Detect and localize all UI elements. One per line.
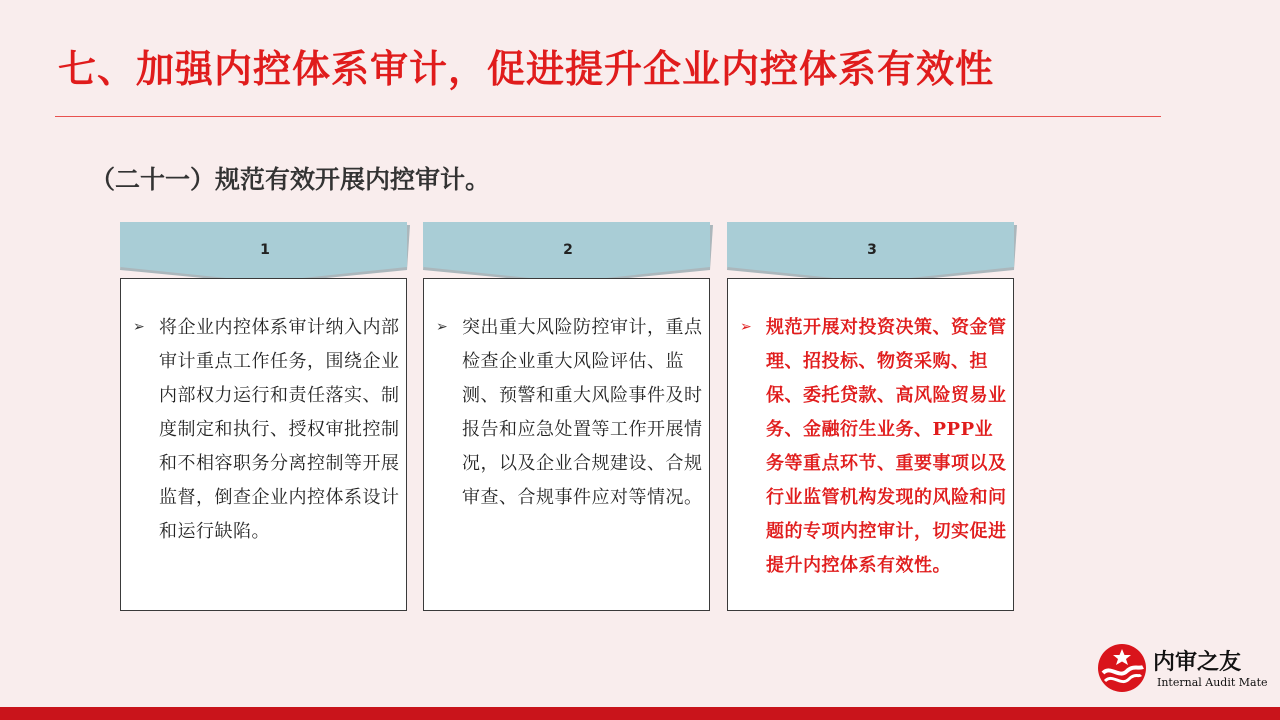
logo-emblem-icon <box>1097 643 1147 693</box>
column-1-content-box <box>120 278 407 611</box>
column-3-text: 规范开展对投资决策、资金管理、招投标、物资采购、担保、委托贷款、高风险贸易业务、金融衍生业务、PPP业务等重点环节、重要事项以及行业监管机构发现的风险和问题的专项内控审计，切实促进提升内控体系有效性。 <box>766 317 1007 576</box>
column-2-text: 突出重大风险防控审计，重点检查企业重大风险评估、监测、预警和重大风险事件及时报告和应急处置等工作开展情况，以及企业合规建设、合规审查、合规事件应对等情况。 <box>462 317 703 508</box>
arrow-bullet-icon: ➢ <box>133 319 145 335</box>
column-2-banner <box>423 222 713 286</box>
bottom-accent-bar <box>0 707 1280 720</box>
column-1-text: 将企业内控体系审计纳入内部审计重点工作任务，围绕企业内部权力运行和责任落实、制度制定和执行、授权审批控制和不相容职务分离控制等开展监督，倒查企业内控体系设计和运行缺陷。 <box>159 317 400 542</box>
logo-english-name: Internal Audit Mate <box>1157 676 1268 689</box>
column-3-number: 3 <box>867 242 877 258</box>
column-1-banner <box>120 222 410 286</box>
section-subtitle: （二十一）规范有效开展内控审计。 <box>90 165 491 194</box>
arrow-bullet-icon: ➢ <box>740 319 752 335</box>
brand-logo <box>1097 643 1267 693</box>
column-2-number: 2 <box>563 242 573 258</box>
title-divider <box>55 116 1161 117</box>
column-2-content-box <box>423 278 710 611</box>
logo-name: 内审之友 <box>1153 650 1242 675</box>
arrow-bullet-icon: ➢ <box>436 319 448 335</box>
column-1-number: 1 <box>260 242 270 258</box>
page-title: 七、加强内控体系审计，促进提升企业内控体系有效性 <box>58 47 995 91</box>
column-3-content-box <box>727 278 1014 611</box>
column-3-banner <box>727 222 1017 286</box>
